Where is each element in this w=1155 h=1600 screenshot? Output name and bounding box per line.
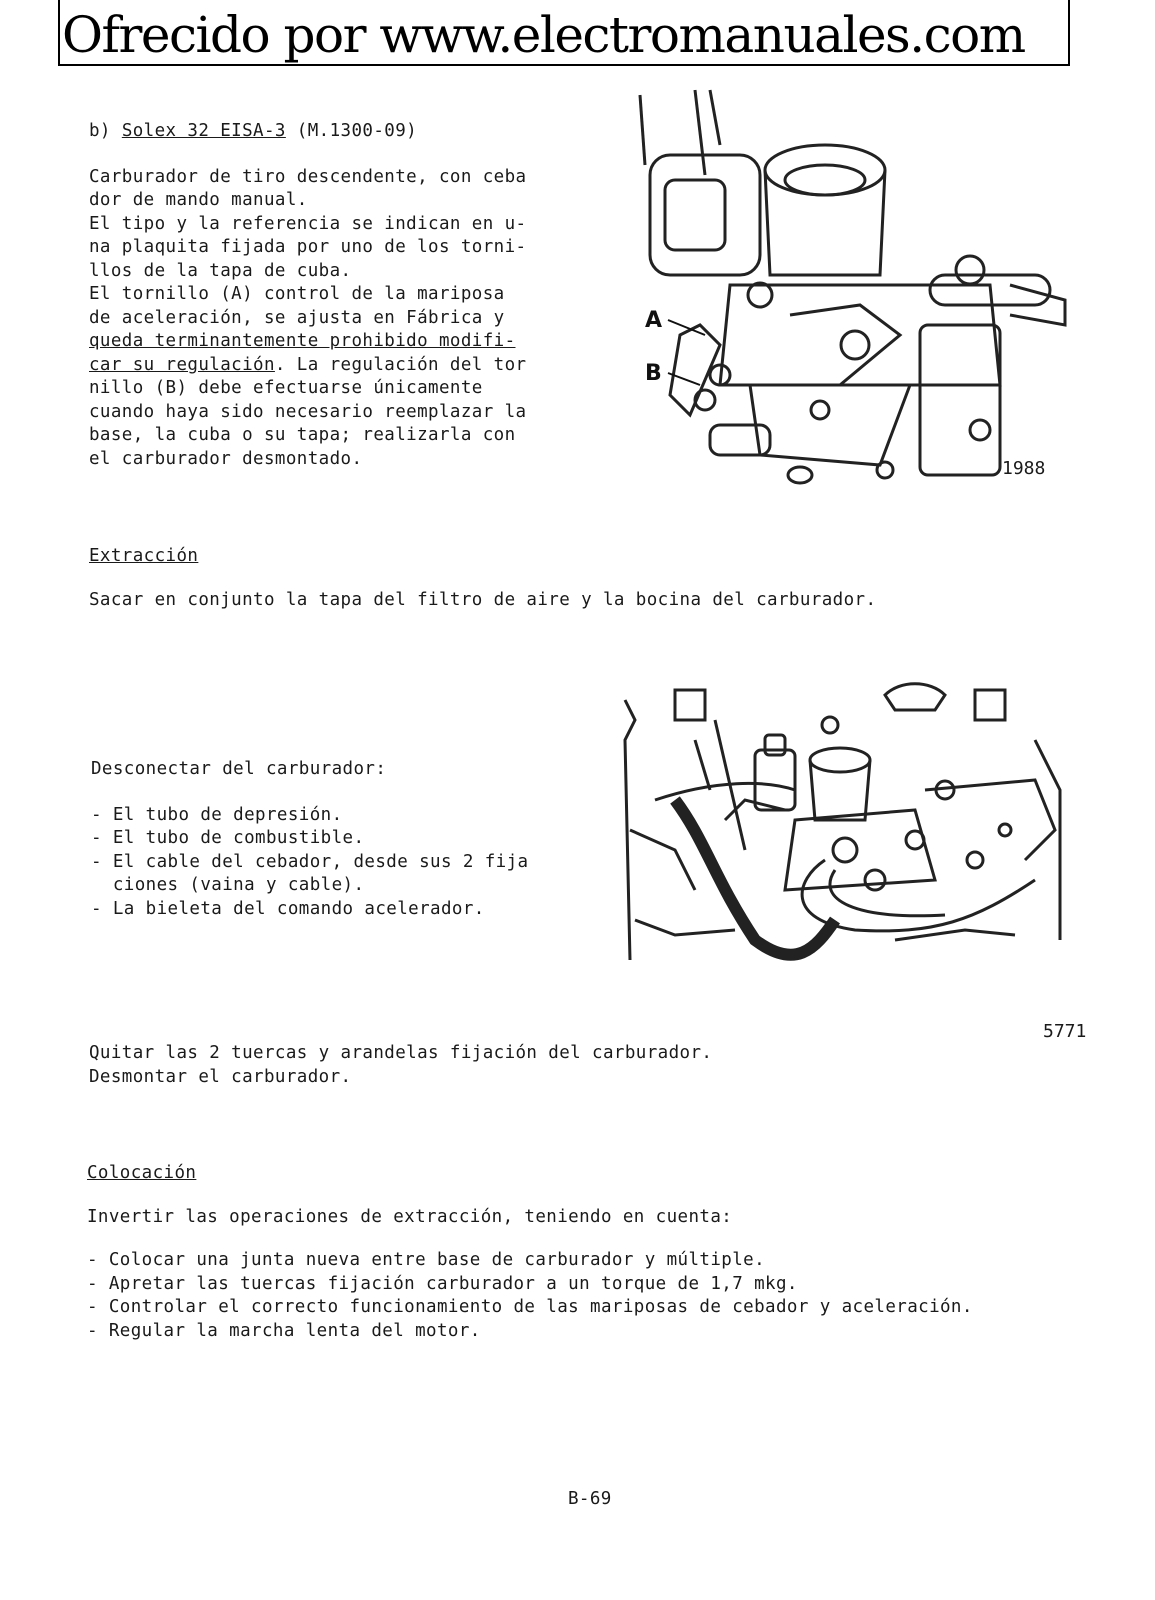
page-number: B-69 (568, 1489, 612, 1509)
desconectar-section (91, 758, 591, 921)
list-item: - Regular la marcha lenta del motor. (87, 1320, 481, 1341)
warning-text: car su regulación (89, 354, 275, 375)
text-line: Invertir las operaciones de extracción, teniendo en cuenta: (87, 1206, 733, 1227)
list-item: - El cable del cebador, desde sus 2 fija (91, 851, 529, 872)
text-line: dor de mando manual. (89, 190, 308, 210)
section-b-heading: b) Solex 32 EISA-3 (M.1300-09) (89, 121, 418, 141)
text-line: cuando haya sido necesario reemplazar la (89, 401, 527, 422)
warning-line: queda terminantemente prohibido modifi- (89, 331, 516, 351)
text-line: Desmontar el carburador. (89, 1066, 352, 1087)
list-item: - Apretar las tuercas fijación carburador a un torque de 1,7 mkg. (87, 1273, 798, 1294)
text-line: na plaquita fijada por uno de los torni- (89, 237, 527, 257)
section-heading: Extracción (89, 546, 199, 566)
figure-number: 5771 (1043, 1021, 1087, 1042)
section-heading: Colocación (87, 1163, 197, 1183)
site-banner: Ofrecido por www.electromanuales.com (58, 0, 1070, 66)
label-a: A (645, 308, 663, 333)
text-line: Quitar las 2 tuercas y arandelas fijación del carburador. (89, 1043, 713, 1063)
colocacion-section (87, 1162, 1087, 1343)
section-b-title: Solex 32 EISA-3 (121, 121, 286, 141)
text-line: El tipo y la referencia se indican en u- (89, 213, 527, 234)
list-item: - El tubo de combustible. (91, 828, 365, 848)
carburetor-illustration (610, 85, 1080, 495)
list-item: ciones (vaina y cable). (91, 875, 365, 895)
list-item: - Controlar el correcto funcionamiento de las mariposas de cebador y aceleración. (87, 1297, 973, 1317)
text-line: nillo (B) debe efectuarse únicamente (89, 378, 483, 398)
engine-bay-illustration (615, 680, 1065, 970)
section-b (89, 120, 579, 471)
text-line: Carburador de tiro descendente, con ceba (89, 166, 527, 187)
label-b: B (645, 361, 662, 386)
text-line: el carburador desmontado. (89, 448, 363, 469)
extraccion-section (89, 545, 989, 612)
text-line: car su regulación. La regulación del tor (89, 354, 527, 375)
text-line: El tornillo (A) control de la mariposa (89, 284, 505, 304)
text-line: de aceleración, se ajusta en Fábrica y (89, 307, 505, 328)
list-item: - La bieleta del comando acelerador. (91, 898, 485, 919)
quitar-section (89, 1042, 889, 1089)
list-item: - El tubo de depresión. (91, 804, 343, 825)
text-line: Sacar en conjunto la tapa del filtro de aire y la bocina del carburador. (89, 589, 877, 610)
figure-number: 1988 (1002, 458, 1046, 479)
text-line: base, la cuba o su tapa; realizarla con (89, 425, 516, 445)
list-item: - Colocar una junta nueva entre base de carburador y múltiple. (87, 1250, 766, 1270)
text-line: Desconectar del carburador: (91, 759, 387, 779)
text-line: llos de la tapa de cuba. (89, 260, 352, 281)
